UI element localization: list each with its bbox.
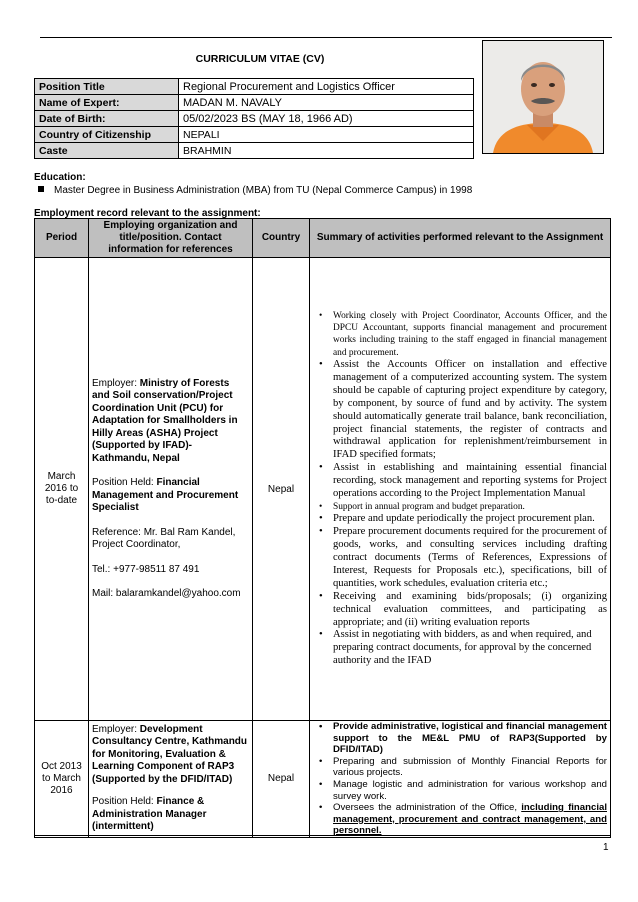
activities-list: [313, 721, 607, 837]
activities-cell: [310, 258, 611, 721]
employer-name: Development Consultancy Centre, Kathmandu for Monitoring, Evaluation & Learning Component of RAP3 (Supported by the DFID/ITAD): [92, 723, 248, 785]
activity-emphasis: including financial management, procurement and contract management, and personnel.: [333, 802, 607, 837]
activity-item: • Provide administrative, logistical and financial management support to the ME&L PMU of RAP3(Supported by DFID/ITAD): [333, 721, 607, 756]
position-held: Financial Management and Procurement Specialist: [92, 477, 239, 513]
activity-item: • Prepare and update periodically the project procurement plan.: [333, 513, 607, 526]
col-header-period: Period: [35, 219, 89, 258]
employment-header-row: [35, 219, 611, 258]
info-value: MADAN M. NAVALY: [179, 95, 474, 111]
expert-info-table: [34, 78, 474, 159]
footer-rule: [34, 835, 611, 836]
employment-table: [34, 218, 611, 838]
info-key: Date of Birth:: [35, 111, 179, 127]
activity-item-text: Oversees the administration of the Office,: [333, 802, 522, 814]
education-heading: Education:: [34, 172, 86, 183]
activities-cell: [310, 721, 611, 838]
activity-item: • Manage logistic and administration for various workshop and survey work.: [333, 779, 607, 802]
activities-list: [313, 310, 607, 668]
info-row: [35, 111, 474, 127]
page-number: 1: [603, 842, 609, 853]
education-item: [34, 185, 472, 196]
activity-item: • Prepare procurement documents required for the procurement of goods, works, and consulting services including drafting contract documents (Terms of References, Expressions of Interest, Requests for Proposals etc.), specifications, bill of quantities, work schedules, evaluation criteria etc.;: [333, 526, 607, 591]
activity-item: • Preparing and submission of Monthly Financial Reports for various projects.: [333, 756, 607, 779]
position-held: Finance & Administration Manager (intermittent): [92, 796, 207, 833]
employer-prefix: Employer:: [92, 377, 140, 389]
info-key: Caste: [35, 143, 179, 159]
info-value: NEPALI: [179, 127, 474, 143]
col-header-employer: Employing organization and title/position. Contact information for references: [89, 219, 253, 258]
col-header-country: Country: [253, 219, 310, 258]
reference-text: Reference: Mr. Bal Ram Kandel, Project Coordinator,: [92, 526, 236, 550]
square-bullet-icon: [38, 186, 44, 192]
activity-item: • Support in annual program and budget preparation.: [333, 501, 607, 513]
employer-cell: [89, 258, 253, 721]
info-value: Regional Procurement and Logistics Officer: [179, 79, 474, 95]
activity-item: • Assist the Accounts Officer on installation and effective management of a computerized accounting system. The system should be capable of capturing project expenditure by category, by component, by source of fund and by activity. The system should automatically generate trail balance, bank reconciliation, project financial statements, the register of contracts and withdrawal application for replenishment/reimbursement in IFAD specified formats;: [333, 359, 607, 462]
activity-item: • Receiving and examining bids/proposals; (i) organizing technical evaluation committees, and participating as appropriate; and (ii) writing evaluation reports: [333, 591, 607, 630]
country-cell: Nepal: [253, 258, 310, 721]
col-header-summary: Summary of activities performed relevant to the Assignment: [310, 219, 611, 258]
position-prefix: Position Held:: [92, 796, 157, 808]
mail-text: Mail: balaramkandel@yahoo.com: [92, 588, 241, 599]
activity-item: • Assist in establishing and maintaining essential financial recording, stock management and reporting systems for Project operations according to the Project Implementation Manual: [333, 462, 607, 501]
telephone-text: Tel.: +977-98511 87 491: [92, 563, 200, 575]
period-cell: Oct 2013 to March 2016: [35, 721, 89, 838]
employment-heading: Employment record relevant to the assignment:: [34, 208, 261, 219]
employer-name: Ministry of Forests and Soil conservation/Project Coordination Unit (PCU) for Adaptation for Smallholders in Hilly Areas (ASHA) Project (Supported by IFAD)- Kathmandu, Nepal: [92, 377, 238, 464]
education-item-text: Master Degree in Business Administration (MBA) from TU (Nepal Commerce Campus) in 1998: [54, 185, 473, 196]
info-value: 05/02/2023 BS (MAY 18, 1966 AD): [179, 111, 474, 127]
document-title: CURRICULUM VITAE (CV): [195, 53, 325, 65]
activity-item: • Working closely with Project Coordinator, Accounts Officer, and the DPCU Accountant, supports financial management and procurement works including training to the staff engaged in financial management and procurement.: [333, 310, 607, 359]
info-row: [35, 127, 474, 143]
header-rule: [40, 37, 612, 38]
info-row: [35, 95, 474, 111]
position-prefix: Position Held:: [92, 477, 157, 488]
country-cell: Nepal: [253, 721, 310, 838]
info-key: Country of Citizenship: [35, 127, 179, 143]
portrait-photo: [482, 40, 604, 154]
employer-cell: [89, 721, 253, 838]
period-cell: March 2016 to to-date: [35, 258, 89, 721]
info-row: [35, 143, 474, 159]
info-row: [35, 79, 474, 95]
employer-prefix: Employer:: [92, 723, 140, 735]
activity-item: [333, 802, 607, 837]
info-key: Name of Expert:: [35, 95, 179, 111]
employment-row: [35, 721, 611, 838]
info-key: Position Title: [35, 79, 179, 95]
employment-row: [35, 258, 611, 721]
activity-item: • Assist in negotiating with bidders, as and when required, and preparing contract documents, for approval by the concerned authority and the IFAD: [333, 629, 607, 668]
info-value: BRAHMIN: [179, 143, 474, 159]
